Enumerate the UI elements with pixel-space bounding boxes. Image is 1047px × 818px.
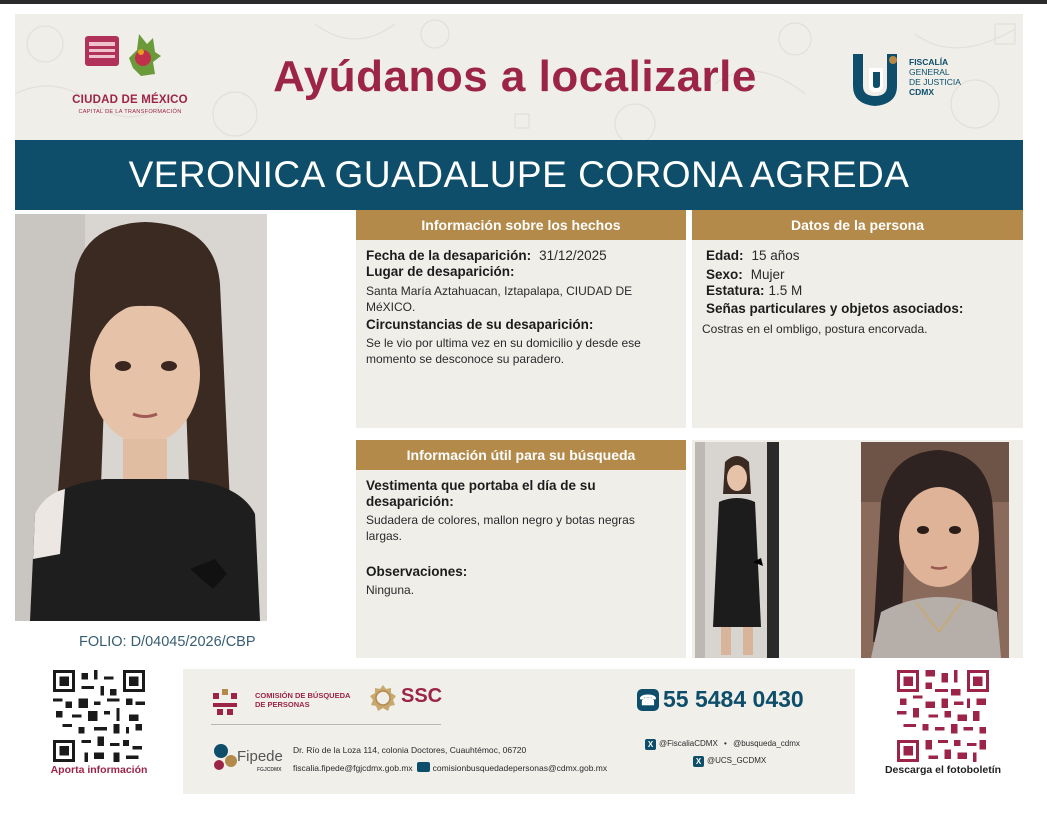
- fipede-wordmark: Fipede: [237, 748, 283, 765]
- edad-row: [706, 248, 1013, 264]
- address-line: Dr. Río de la Loza 114, colonia Doctores, Cuauhtémoc, 06720: [293, 745, 527, 755]
- fgj-line-4: CDMX: [909, 87, 935, 97]
- fecha-row: [366, 248, 676, 264]
- email-fipede[interactable]: fiscalia.fipede@fgjcdmx.gob.mx: [293, 763, 413, 773]
- socials-row-1: [645, 739, 800, 750]
- close-up-image: [861, 442, 1009, 658]
- fgj-line-2: GENERAL: [909, 67, 950, 77]
- estatura-row: [706, 283, 1013, 299]
- panel-hechos-title: Información sobre los hechos: [356, 210, 686, 240]
- portrait-image: [15, 214, 267, 621]
- x-logo-icon-2: X: [693, 756, 704, 767]
- qr-right-caption: Descarga el fotoboletín: [884, 764, 1002, 776]
- contact-box: [183, 669, 855, 794]
- sexo-label: Sexo:: [706, 267, 743, 282]
- vestimenta-label: Vestimenta que portaba el día de su desaparición:: [366, 478, 596, 509]
- social-fiscalia[interactable]: @FiscaliaCDMX: [659, 739, 718, 748]
- fecha-value: 31/12/2025: [539, 248, 607, 263]
- ssc-label: SSC: [401, 685, 443, 707]
- circunstancias-label: Circunstancias de su desaparición:: [366, 317, 594, 332]
- main-photo: [15, 214, 267, 621]
- cbp-line-2: DE PERSONAS: [255, 700, 310, 709]
- qr-left-caption: Aporta información: [50, 764, 148, 776]
- fgj-name: [909, 57, 961, 97]
- edad-value: 15 años: [751, 248, 800, 263]
- social-ucs[interactable]: @UCS_GCDMX: [707, 756, 767, 765]
- senas-value: Costras en el ombligo, postura encorvada.: [702, 322, 928, 336]
- photo-close-up: [861, 442, 1009, 658]
- email-comision[interactable]: comisionbusquedadepersonas@cdmx.gob.mx: [432, 763, 608, 773]
- fgj-line-3: DE JUSTICIA: [909, 77, 961, 87]
- observaciones-value: Ninguna.: [366, 583, 415, 597]
- full-body-image: [695, 442, 779, 658]
- cbp-logo-icon: [213, 689, 249, 717]
- panel-hechos: [356, 210, 686, 428]
- mail-icon: [417, 762, 430, 772]
- person-name: VERONICA GUADALUPE CORONA AGREDA: [15, 140, 1023, 210]
- qr-code-left-icon[interactable]: [53, 670, 145, 762]
- ssc-badge-icon: [369, 684, 397, 712]
- fecha-label: Fecha de la desaparición:: [366, 248, 532, 263]
- contact-divider: [211, 724, 441, 725]
- estatura-value: 1.5 M: [768, 283, 803, 298]
- lugar-label: Lugar de desaparición:: [366, 264, 515, 279]
- cdmx-subtitle: CAPITAL DE LA TRANSFORMACIÓN: [78, 109, 182, 115]
- fipede-subtitle: FGJCDMX: [257, 767, 282, 773]
- panel-datos: [692, 210, 1023, 428]
- phone-icon: ☎: [637, 689, 659, 711]
- qr-code-right-icon[interactable]: [897, 670, 989, 762]
- social-separator: •: [724, 739, 727, 748]
- vestimenta-value: Sudadera de colores, mallon negro y botas negras largas.: [366, 513, 635, 543]
- cdmx-name: CIUDAD DE MÉXICO: [72, 94, 188, 106]
- phone-value: 55 5484 0430: [663, 686, 804, 712]
- fgj-line-1: FISCALÍA: [909, 57, 949, 67]
- page-title: Ayúdanos a localizarle: [273, 52, 757, 101]
- x-logo-icon: X: [645, 739, 656, 750]
- top-bar: [0, 0, 1047, 4]
- bulletin-header: [15, 14, 1023, 140]
- sexo-row: [706, 267, 1013, 283]
- social-busqueda[interactable]: @busqueda_cdmx: [733, 739, 800, 748]
- panel-busqueda-title: Información útil para su búsqueda: [356, 440, 686, 470]
- senas-label: Señas particulares y objetos asociados:: [706, 301, 964, 316]
- cbp-line-1: COMISIÓN DE BÚSQUEDA: [255, 691, 351, 700]
- sexo-value: Mujer: [750, 267, 785, 282]
- address-block: [293, 741, 607, 777]
- estatura-label: Estatura:: [706, 283, 765, 298]
- lugar-value: Santa María Aztahuacan, Iztapalapa, CIUDAD DE MéXICO.: [366, 284, 633, 314]
- panel-busqueda: [356, 440, 686, 658]
- fgj-logo-icon: [847, 50, 903, 110]
- photo-full-body: [695, 442, 779, 658]
- fipede-logo-icon: [211, 739, 291, 775]
- observaciones-label: Observaciones:: [366, 564, 468, 579]
- missing-person-bulletin: [15, 14, 1023, 804]
- socials-row-2: [693, 756, 766, 767]
- edad-label: Edad:: [706, 248, 744, 263]
- panel-datos-title: Datos de la persona: [692, 210, 1023, 240]
- circunstancias-value: Se le vio por ultima vez en su domicilio y desde ese momento se desconoce su paradero.: [366, 336, 641, 366]
- folio-number: FOLIO: D/04045/2026/CBP: [79, 634, 256, 650]
- cbp-name: [255, 691, 350, 709]
- emails-line: [293, 759, 607, 777]
- phone-number[interactable]: [637, 686, 804, 713]
